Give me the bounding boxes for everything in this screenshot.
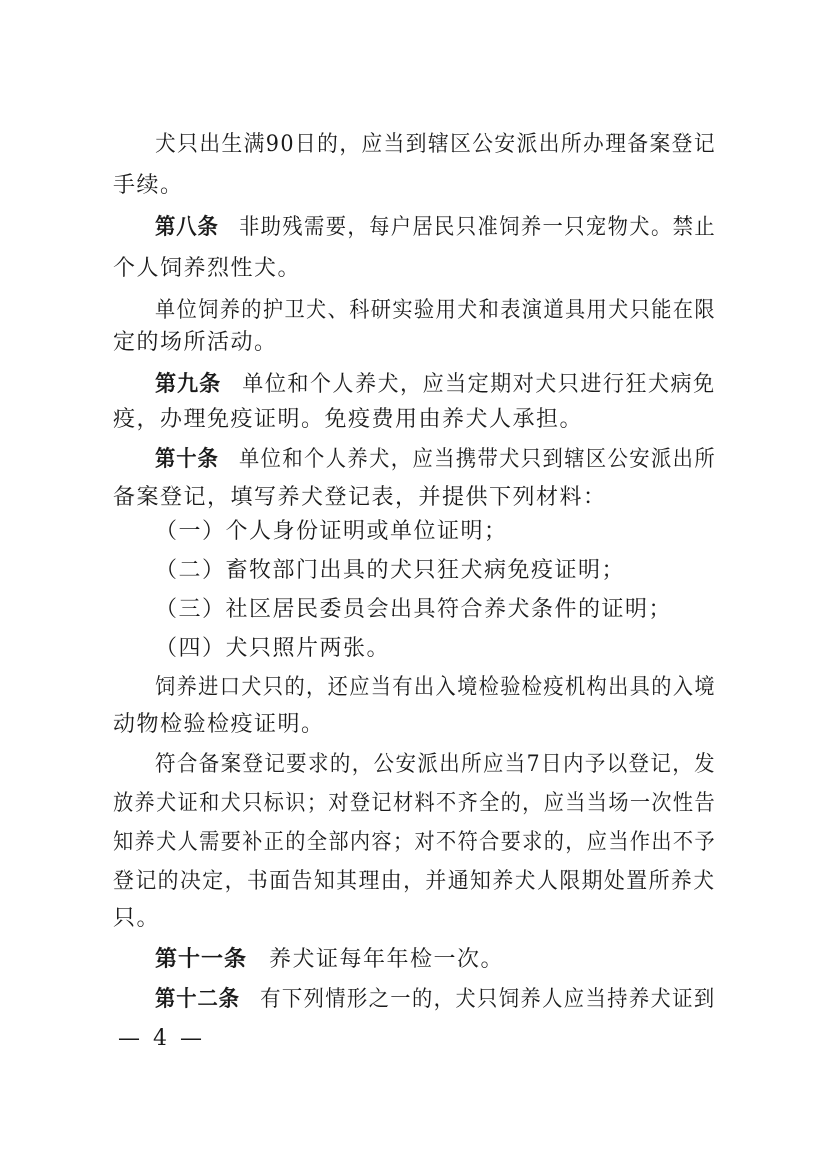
text-line: 单位饲养的护卫犬、科研实验用犬和表演道具用犬只能在限 [155, 298, 717, 323]
text-line: 单位和个人养犬，应当定期对犬只进行狂犬病免 [242, 372, 716, 397]
text-line: 只。 [113, 906, 161, 931]
text-line: 定的场所活动。 [113, 330, 278, 355]
article-8-heading: 第八条 [155, 215, 219, 240]
list-item: （四）犬只照片两张。 [155, 636, 391, 661]
text-line: 个人饲养烈性犬。 [113, 256, 302, 281]
text-line: 单位和个人养犬，应当携带犬只到辖区公安派出所 [238, 447, 717, 472]
text-line: 手续。 [113, 173, 184, 198]
article-11-heading: 第十一条 [155, 947, 248, 972]
text-line: 非助残需要，每户居民只准饲养一只宠物犬。禁止 [238, 215, 717, 240]
text-line: 知养犬人需要补正的全部内容；对不符合要求的，应当作出不予 [113, 830, 717, 855]
article-10-heading: 第十条 [155, 447, 219, 472]
text-line: 养犬证每年年检一次。 [269, 947, 505, 972]
text-line: 备案登记，填写养犬登记表，并提供下列材料： [113, 485, 607, 510]
page-number: — 4 — [118, 1026, 205, 1051]
text-line: 疫，办理免疫证明。免疫费用由养犬人承担。 [113, 407, 584, 432]
list-item: （一）个人身份证明或单位证明； [155, 519, 508, 544]
text-line: 动物检验检疫证明。 [113, 712, 325, 737]
text-line: 犬只出生满90日的，应当到辖区公安派出所办理备案登记 [155, 132, 716, 157]
text-line: 符合备案登记要求的，公安派出所应当7日内予以登记，发 [155, 752, 716, 777]
article-8-line [155, 213, 716, 243]
text-line: 登记的决定，书面告知其理由，并通知养犬人限期处置所养犬 [113, 869, 716, 894]
list-item: （三）社区居民委员会出具符合养犬条件的证明； [155, 597, 673, 622]
article-10-line [155, 445, 716, 475]
text-line: 放养犬证和犬只标识；对登记材料不齐全的，应当当场一次性告 [113, 791, 717, 816]
article-11-line [155, 945, 504, 975]
article-9-line [155, 370, 716, 400]
article-12-heading: 第十二条 [155, 987, 240, 1012]
article-12-line [155, 985, 716, 1015]
list-item: （二）畜牧部门出具的犬只狂犬病免疫证明； [155, 558, 626, 583]
text-line: 饲养进口犬只的，还应当有出入境检验检疫机构出具的入境 [155, 675, 717, 700]
text-line: 有下列情形之一的，犬只饲养人应当持养犬证到 [260, 987, 716, 1012]
article-9-heading: 第九条 [155, 372, 222, 397]
